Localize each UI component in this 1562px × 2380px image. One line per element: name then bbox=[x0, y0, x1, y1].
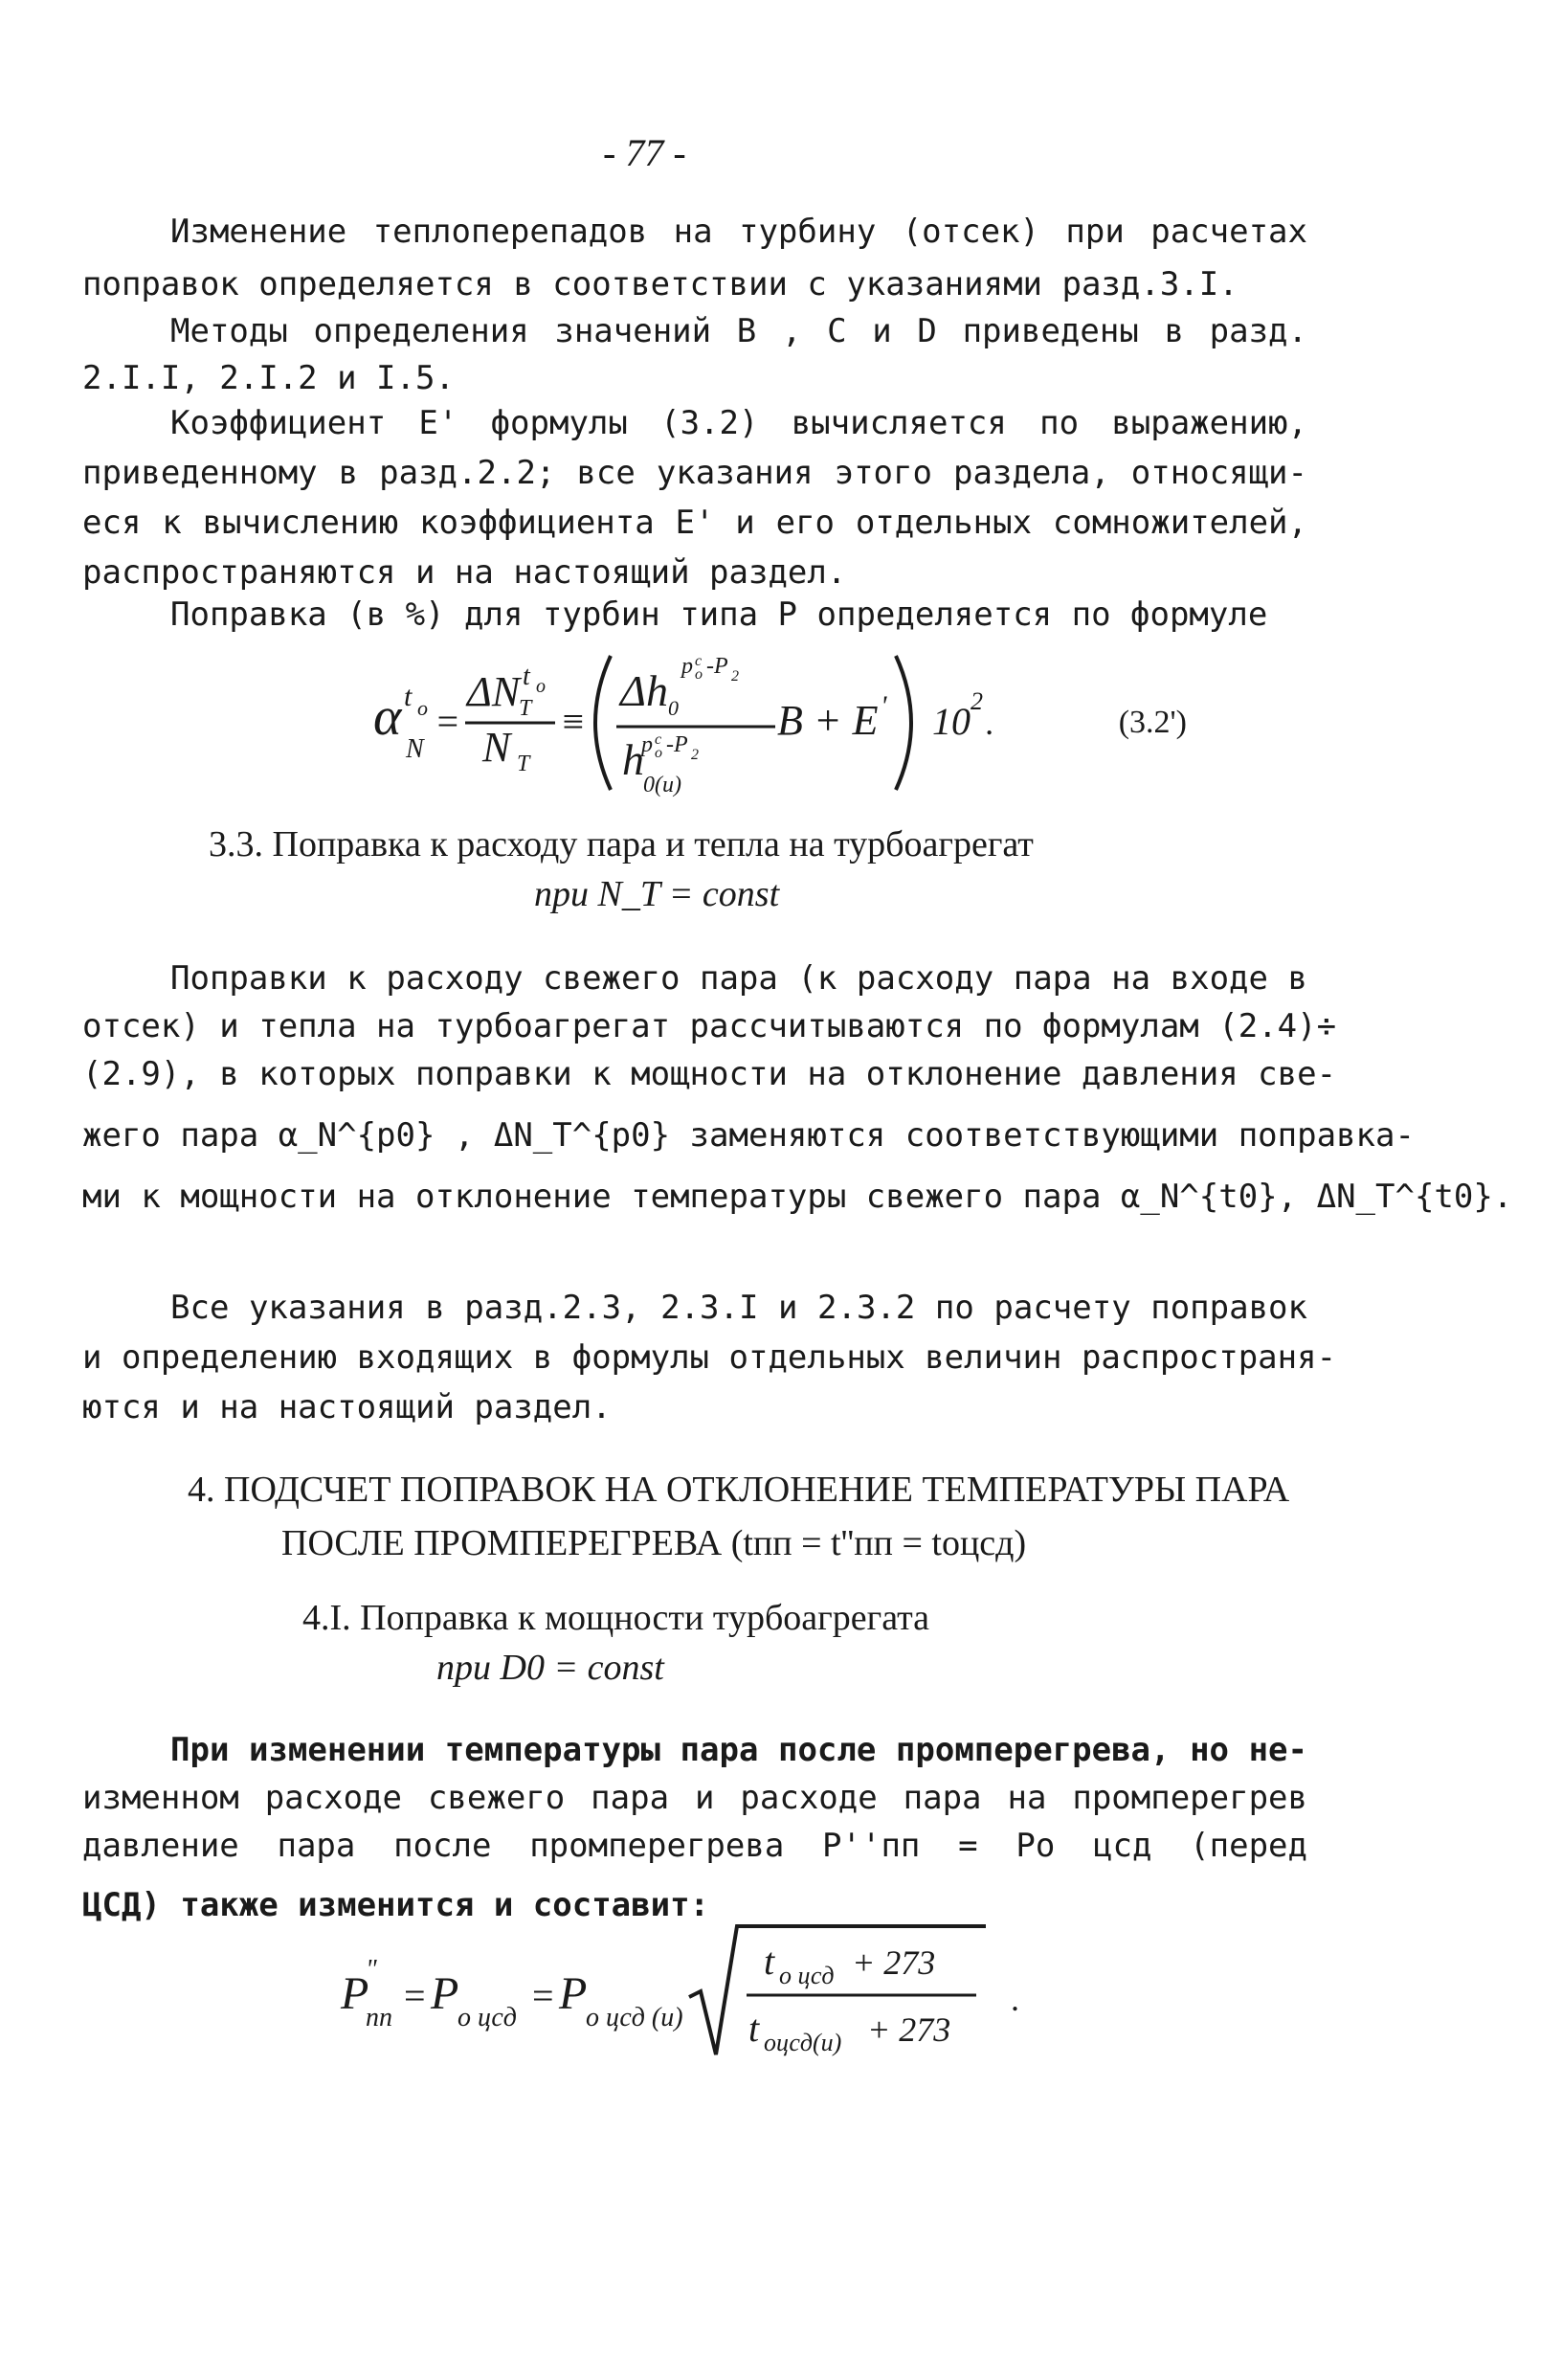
paragraph-line: Поправки к расходу свежего пара (к расходу пара на входе в bbox=[170, 959, 1307, 998]
svg-text:o цсд: o цсд bbox=[779, 1962, 835, 1989]
svg-text:-P: -P bbox=[706, 654, 728, 679]
svg-text:T: T bbox=[519, 696, 532, 721]
subsection-heading: 4.I. Поправка к мощности турбоагрегата bbox=[302, 1598, 930, 1638]
svg-text:+ 273: + 273 bbox=[852, 1943, 936, 1982]
paragraph-line: Методы определения значений B , C и D приведены в разд. bbox=[170, 312, 1307, 350]
svg-text:o: o bbox=[417, 696, 428, 720]
svg-text:=: = bbox=[435, 700, 460, 743]
subsection-condition: при D0 = const bbox=[436, 1648, 664, 1688]
svg-text:": " bbox=[366, 1955, 377, 1985]
paragraph-line: Поправка (в %) для турбин типа P определяется по формуле bbox=[170, 595, 1268, 634]
svg-text:пп: пп bbox=[366, 2003, 392, 2032]
svg-text:≡: ≡ bbox=[560, 700, 586, 743]
paragraph-line: и определению входящих в формулы отдельных величин распространя- bbox=[82, 1338, 1337, 1377]
svg-text:t: t bbox=[764, 1940, 775, 1983]
paragraph-line: ми к мощности на отклонение температуры свежего пара α_N^{t0}, ΔN_T^{t0}. bbox=[82, 1178, 1513, 1216]
paragraph-line: давление пара после промперегрева P''пп = Pо цсд (перед bbox=[82, 1827, 1307, 1865]
svg-text:': ' bbox=[881, 690, 887, 722]
svg-text:.: . bbox=[1011, 1980, 1019, 2018]
svg-text:.: . bbox=[986, 704, 994, 742]
paragraph-line: ются и на настоящий раздел. bbox=[82, 1388, 612, 1426]
svg-text:B + E: B + E bbox=[777, 697, 879, 744]
svg-text:10: 10 bbox=[932, 700, 971, 743]
svg-text:N: N bbox=[482, 724, 511, 771]
paragraph-line: Все указания в разд.2.3, 2.3.I и 2.3.2 по расчету поправок bbox=[170, 1289, 1307, 1327]
svg-text:P: P bbox=[431, 1968, 459, 2019]
svg-text:=: = bbox=[404, 1974, 426, 2017]
svg-text:o: o bbox=[536, 676, 546, 697]
svg-text:p: p bbox=[681, 654, 693, 679]
paragraph-line: изменном расходе свежего пара и расходе пара на промперегрев bbox=[82, 1779, 1307, 1817]
paragraph-line: Коэффициент E' формулы (3.2) вычисляется по выражению, bbox=[170, 404, 1307, 442]
paragraph-line: (2.9), в которых поправки к мощности на отклонение давления све- bbox=[82, 1055, 1337, 1093]
paragraph-line: поправок определяется в соответствии с указаниями разд.3.I. bbox=[82, 265, 1238, 303]
svg-text:c: c bbox=[695, 653, 703, 669]
svg-text:T: T bbox=[517, 752, 530, 776]
svg-text:o цсд: o цсд bbox=[457, 2003, 517, 2032]
paragraph-line: жего пара α_N^{p0} , ΔN_T^{p0} заменяются соответствующими поправка- bbox=[82, 1116, 1415, 1155]
svg-text:P: P bbox=[341, 1968, 369, 2019]
page-number: - 77 - bbox=[603, 131, 686, 174]
svg-text:ΔN: ΔN bbox=[467, 668, 521, 715]
paragraph-line: приведенному в разд.2.2; все указания этого раздела, относящи- bbox=[82, 454, 1307, 492]
svg-text:-P: -P bbox=[666, 732, 688, 757]
svg-text:h: h bbox=[622, 735, 644, 784]
svg-text:o: o bbox=[695, 666, 703, 683]
section-condition: при N_T = const bbox=[534, 874, 780, 914]
paragraph-line: еся к вычислению коэффициента E' и его отдельных сомножителей, bbox=[82, 504, 1307, 542]
svg-text:c: c bbox=[655, 731, 662, 748]
svg-text:o цсд (и): o цсд (и) bbox=[586, 2003, 683, 2032]
svg-text:o: o bbox=[655, 745, 662, 761]
svg-text:α: α bbox=[373, 687, 402, 747]
svg-text:t: t bbox=[523, 662, 530, 691]
svg-text:t: t bbox=[748, 2007, 760, 2050]
paragraph-line: 2.I.I, 2.I.2 и I.5. bbox=[82, 359, 455, 397]
formula-3-2-prime bbox=[364, 627, 1225, 799]
svg-text:2: 2 bbox=[691, 747, 699, 763]
svg-text:N: N bbox=[406, 734, 424, 764]
section-heading: ПОСЛЕ ПРОМПЕРЕГРЕВА (tпп = t''пп = tоцсд) bbox=[281, 1523, 1027, 1563]
svg-text:0(и): 0(и) bbox=[643, 773, 681, 797]
svg-text:2: 2 bbox=[731, 668, 739, 685]
svg-text:oцсд(и): oцсд(и) bbox=[764, 2029, 842, 2056]
paragraph-line: ЦСД) также изменится и составит: bbox=[82, 1886, 710, 1924]
formula-p-pp bbox=[335, 1915, 1062, 2068]
formula-number: (3.2') bbox=[1118, 705, 1187, 740]
svg-text:+ 273: + 273 bbox=[867, 2010, 951, 2049]
section-heading: 3.3. Поправка к расходу пара и тепла на турбоагрегат bbox=[209, 824, 1034, 864]
paragraph-line: Изменение теплоперепадов на турбину (отсек) при расчетах bbox=[170, 213, 1307, 251]
svg-text:Δh: Δh bbox=[620, 666, 668, 715]
paragraph-line: распространяются и на настоящий раздел. bbox=[82, 553, 847, 592]
svg-text:P: P bbox=[559, 1968, 588, 2019]
svg-text:p: p bbox=[641, 732, 653, 757]
svg-text:=: = bbox=[532, 1974, 554, 2017]
svg-text:2: 2 bbox=[971, 687, 983, 715]
svg-text:0: 0 bbox=[668, 696, 679, 720]
paragraph-line: отсек) и тепла на турбоагрегат рассчитываются по формулам (2.4)÷ bbox=[82, 1007, 1337, 1045]
svg-text:t: t bbox=[404, 681, 413, 712]
section-heading: 4. ПОДСЧЕТ ПОПРАВОК НА ОТКЛОНЕНИЕ ТЕМПЕРАТУРЫ ПАРА bbox=[188, 1470, 1290, 1510]
paragraph-line: При изменении температуры пара после промперегрева, но не- bbox=[170, 1731, 1307, 1769]
